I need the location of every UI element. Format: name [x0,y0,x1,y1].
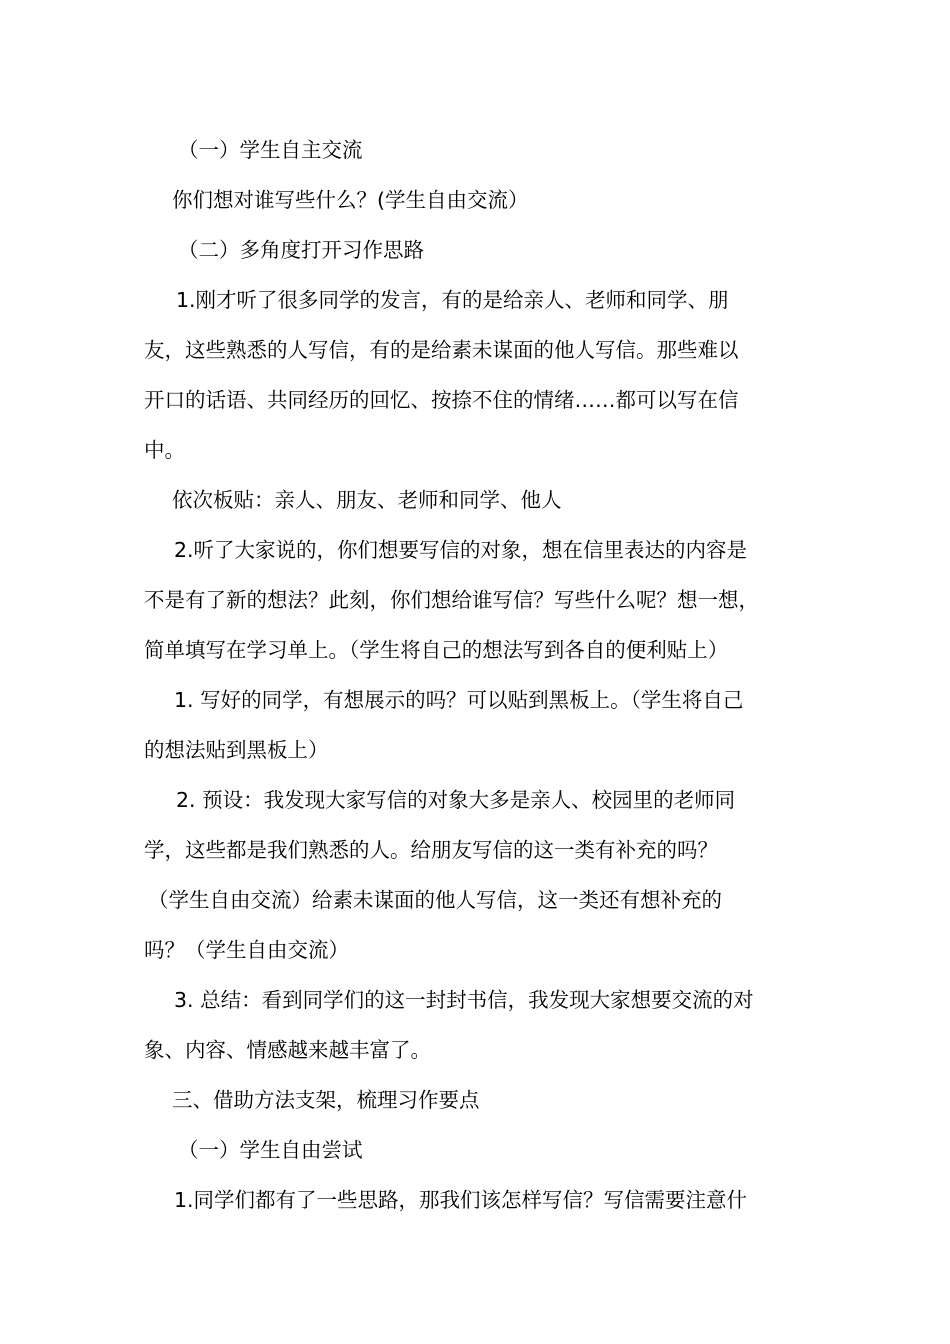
paragraph-line: 开口的话语、共同经历的回忆、按捺不住的情绪……都可以写在信 [144,388,739,412]
paragraph-line: 简单填写在学习单上。（学生将自己的想法写到各自的便利贴上） [144,638,729,662]
paragraph-line: 不是有了新的想法？此刻，你们想给谁写信？写些什么呢？想一想， [144,588,759,612]
paragraph-line: 你们想对谁写些什么？(学生自由交流） [172,188,529,212]
paragraph-line: 象、内容、情感越来越丰富了。 [144,1038,431,1062]
paragraph-line: 1.同学们都有了一些思路，那我们该怎样写信？写信需要注意什 [174,1188,748,1212]
paragraph-line: 吗？（学生自由交流） [144,938,349,962]
heading-student-exchange: （一）学生自主交流 [178,138,363,162]
paragraph-line: 依次板贴：亲人、朋友、老师和同学、他人 [172,488,562,512]
paragraph-line: 的想法贴到黑板上） [144,738,329,762]
paragraph-line: 学，这些都是我们熟悉的人。给朋友写信的这一类有补充的吗？ [144,838,718,862]
paragraph-line: 2. 预设：我发现大家写信的对象大多是亲人、校园里的老师同 [176,788,736,812]
section-heading: 三、借助方法支架，梳理习作要点 [172,1088,480,1112]
paragraph-line: 1.刚才听了很多同学的发言，有的是给亲人、老师和同学、朋 [176,288,729,312]
paragraph-line: 2.听了大家说的，你们想要写信的对象，想在信里表达的内容是 [174,538,748,562]
heading-open-ideas: （二）多角度打开习作思路 [178,238,424,262]
paragraph-line: 友，这些熟悉的人写信，有的是给素未谋面的他人写信。那些难以 [144,338,739,362]
paragraph-line: （学生自由交流）给素未谋面的他人写信，这一类还有想补充的 [148,888,722,912]
paragraph-line: 1. 写好的同学，有想展示的吗？可以贴到黑板上。（学生将自己 [174,688,744,712]
paragraph-line: 3. 总结：看到同学们的这一封封书信，我发现大家想要交流的对 [174,988,754,1012]
paragraph-line: 中。 [144,438,185,462]
heading-free-attempt: （一）学生自由尝试 [178,1138,363,1162]
